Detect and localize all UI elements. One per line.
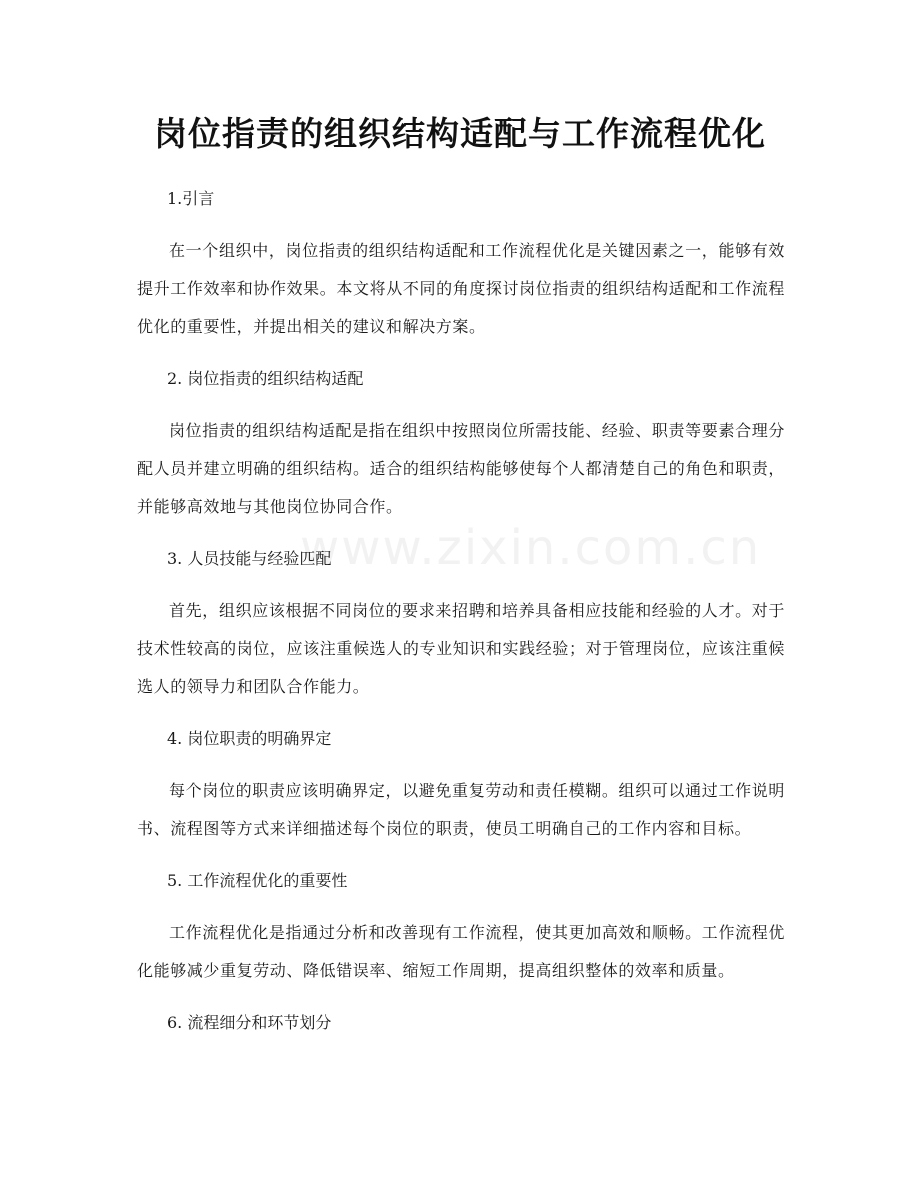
section-heading-5: 5. 工作流程优化的重要性: [167, 871, 348, 890]
section-paragraph-5: 工作流程优化是指通过分析和改善现有工作流程，使其更加高效和顺畅。工作流程优化能够减少重复劳动、降低错误率、缩短工作周期，提高组织整体的效率和质量。: [137, 923, 785, 980]
section-paragraph-3: 首先，组织应该根据不同岗位的要求来招聘和培养具备相应技能和经验的人才。对于技术性较高的岗位，应该注重候选人的专业知识和实践经验；对于管理岗位，应该注重候选人的领导力和团队合作能力。: [137, 601, 785, 696]
section-heading-3: 3. 人员技能与经验匹配: [167, 549, 332, 568]
document-body: [137, 178, 785, 1044]
section-heading-2: 2. 岗位指责的组织结构适配: [167, 369, 364, 388]
section-heading-6: 6. 流程细分和环节划分: [167, 1013, 332, 1032]
section-paragraph-1: 在一个组织中，岗位指责的组织结构适配和工作流程优化是关键因素之一，能够有效提升工作效率和协作效果。本文将从不同的角度探讨岗位指责的组织结构适配和工作流程优化的重要性，并提出相关的建议和解决方案。: [137, 241, 785, 336]
section-heading-1: 1.引言: [167, 189, 215, 208]
section-paragraph-2: 岗位指责的组织结构适配是指在组织中按照岗位所需技能、经验、职责等要素合理分配人员并建立明确的组织结构。适合的组织结构能够使每个人都清楚自己的角色和职责，并能够高效地与其他岗位协同合作。: [137, 421, 785, 516]
document-title: 岗位指责的组织结构适配与工作流程优化: [154, 114, 766, 153]
watermark: www.zixin.com.cn: [300, 520, 762, 576]
section-heading-4: 4. 岗位职责的明确界定: [167, 729, 332, 748]
section-paragraph-4: 每个岗位的职责应该明确界定，以避免重复劳动和责任模糊。组织可以通过工作说明书、流程图等方式来详细描述每个岗位的职责，使员工明确自己的工作内容和目标。: [137, 781, 785, 838]
